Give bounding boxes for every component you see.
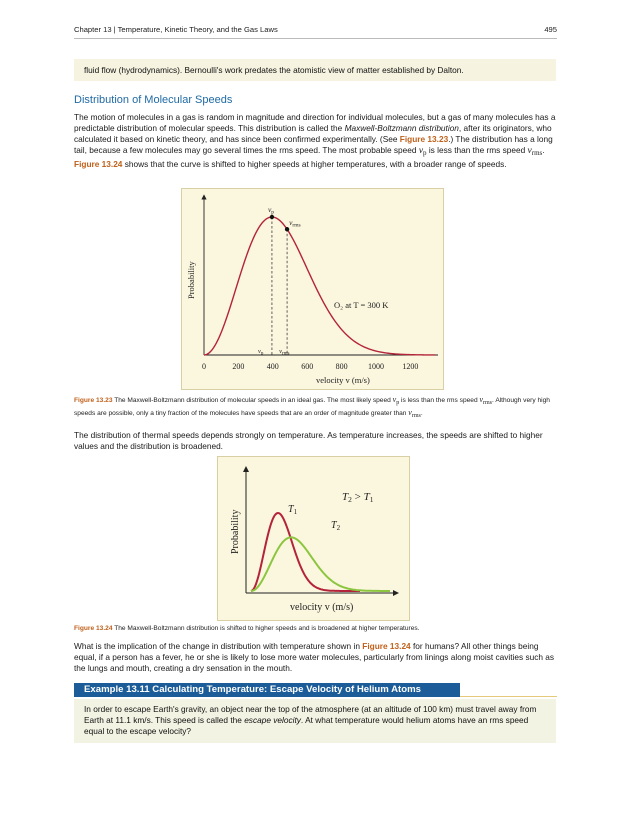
vrms-axis-label: $v_{rms}$	[279, 348, 290, 357]
x-tick-label: 200	[232, 362, 245, 371]
temperature-comparison: T2 > T1	[342, 491, 374, 504]
vp-symbol: $v_p$	[418, 146, 427, 157]
example-body: In order to escape Earth's gravity, an object near the top of the atmosphere (at an altitude of 100 km) must travel away from Earth at 11.1 km/s. This speed is called the escape velocity. At what temperature would helium atoms have an rms speed equal to the escape velocity?	[74, 699, 556, 743]
note-text: fluid flow (hydrodynamics). Bernoulli's work predates the atomistic view of matter established by Dalton.	[84, 65, 464, 75]
y-axis-label: Probability	[186, 261, 196, 299]
chapter-header: Chapter 13 | Temperature, Kinetic Theory, and the Gas Laws	[74, 25, 278, 34]
figure-13-23-link[interactable]: Figure 13.23	[399, 134, 449, 144]
vrms-symbol: $v_{rms}$	[527, 146, 543, 157]
paragraph-temperature: The distribution of thermal speeds depends strongly on temperature. As temperature increases, the speeds are shifted to higher values and the distribution is broadened.	[74, 430, 543, 451]
figure-13-24-label: Figure 13.24	[74, 625, 113, 632]
t1-curve-label: $T_1$	[288, 504, 298, 516]
x-tick-label: 1200	[402, 362, 419, 371]
figure-13-24-caption: Figure 13.24 The Maxwell-Boltzmann distribution is shifted to higher speeds and is broadened at higher temperatures.	[74, 625, 420, 632]
x-tick-label: 400	[266, 362, 279, 371]
figure-13-23-label: Figure 13.23	[74, 397, 113, 404]
x-axis-label-2: velocity v (m/s)	[290, 602, 354, 613]
figure-13-23-caption: Figure 13.23 The Maxwell-Boltzmann distribution of molecular speeds in an ideal gas. The most likely speed $v_p$ is less than the rms speed $v_{rms}$. Although very high speeds are possible, only a tiny fraction of the molecules have speeds that are an order of magnitude greater than $v_{rms}$.	[74, 395, 550, 419]
para1-emphasis: Maxwell-Boltzmann distribution	[344, 123, 459, 133]
vrms-point	[285, 227, 289, 231]
figure-13-24-link-2[interactable]: Figure 13.24	[362, 641, 411, 651]
figure-13-24-link[interactable]: Figure 13.24	[74, 159, 123, 169]
caption-vrms-symbol: $v_{rms}$	[479, 395, 493, 406]
para1-text-2: , after its originators, who calculated it based on kinetic theory, and has since been confirmed experimentally. (See	[74, 123, 552, 144]
example-emphasis: escape velocity	[244, 715, 301, 725]
vrms-peak-label: $v_{rms}$	[289, 218, 301, 229]
page-number: 495	[544, 25, 557, 34]
para1-text-4: is less than the rms speed	[426, 145, 528, 155]
vp-axis-label: $v_p$	[257, 348, 264, 357]
x-tick-label: 600	[301, 362, 314, 371]
figure-13-24	[217, 456, 410, 621]
caption-vp-symbol: $v_p$	[392, 395, 400, 406]
para1-text-5: .	[542, 145, 545, 155]
vp-peak-label: $v_p$	[267, 205, 275, 216]
figure-13-23	[181, 188, 444, 390]
para1-text-6: shows that the curve is shifted to higher speeds at higher temperatures, with a broader range of speeds.	[122, 159, 507, 169]
t2-curve-label: $T_2$	[331, 520, 341, 532]
figure-13-23-chart	[182, 189, 445, 391]
o2-distribution-curve	[204, 217, 435, 355]
curve-annotation: O₂ at T = 300 K	[334, 300, 389, 310]
note-box	[74, 59, 556, 81]
example-title: Example 13.11 Calculating Temperature: Escape Velocity of Helium Atoms	[74, 683, 460, 697]
section-title: Distribution of Molecular Speeds	[74, 94, 233, 106]
paragraph-implication: What is the implication of the change in distribution with temperature shown in Figure 13.24 for humans? All other things being equal, if a person has a fever, he or she is likely to lose more water molecules, particularly from linings along moist cavities such as the lungs and mouth, creating a dry sensation in the mouth.	[74, 641, 555, 673]
t2-distribution-curve	[251, 537, 390, 591]
x-axis-label: velocity v (m/s)	[316, 375, 370, 385]
caption-vrms-symbol-2: $v_{rms}$	[408, 408, 421, 419]
x-tick-label: 0	[202, 362, 206, 371]
para1-text-1: The motion of molecules in a gas is random in magnitude and direction for individual molecules, but a gas of many molecules has a predictable distribution of molecular speeds. This distribution is called the	[74, 112, 556, 133]
figure-13-24-chart	[218, 457, 411, 622]
para1-text-3: .) The distribution has a long tail, because a few molecules may go several times the rms speed. The most probable speed	[74, 134, 553, 155]
t1-distribution-curve	[251, 513, 360, 591]
x-tick-label: 1000	[368, 362, 384, 371]
header-divider	[74, 38, 557, 39]
x-tick-label: 800	[335, 362, 348, 371]
y-axis-label-2: Probability	[230, 509, 241, 554]
paragraph-intro	[74, 112, 556, 170]
